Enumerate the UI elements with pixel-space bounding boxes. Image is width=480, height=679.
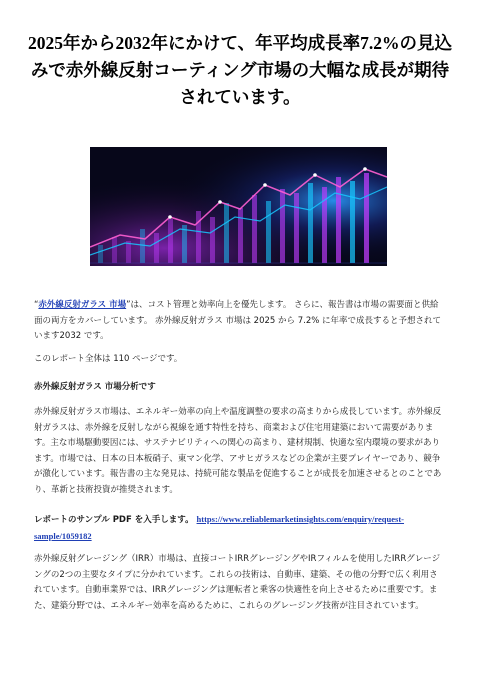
market-keyword-link[interactable]: 赤外線反射ガラス 市場 [38,300,127,310]
hero-bar [280,189,285,263]
hero-bar [154,233,159,263]
sample-label: レポートのサンプル PDF を入手します。 [34,515,194,525]
hero-bar [140,229,145,263]
analysis-heading [34,380,446,396]
hero-bar [196,211,201,263]
sample-request [34,512,446,545]
hero-bar [308,183,313,263]
lead-text: ”は、コスト管理と効率向上を優先します。 さらに、報告書は市場の需要面と供給面の両方をカバーしています。 赤外線反射ガラス 市場は 2025 から 7.2% に年率で成長すると予想されています2032 です。 [34,300,442,341]
hero-bar [336,177,341,263]
market-growth-chart-image [90,147,387,266]
glazing-text: 赤外線反射グレージング（IRR）市場は、直接コートIRRグレージングやIRフィルムを使用したIRRグレージングの2つの主要なタイプに分かれています。これらの技術は、自動車、建築、その他の分野で広く利用されています。自動車業界では、IRRグレージングは運転者と乗客の快適性を向上させるために重要です。また、建築分野では、エネルギー効率を高めるために、これらのグレージング技術が注目されています。 [34,554,441,611]
hero-bar [266,201,271,263]
sample-request-link[interactable]: https://www.reliablemarketinsights.com/enquiry/request-sample/1059182 [34,514,405,541]
analysis-paragraph [34,405,446,498]
analysis-text: 赤外線反射ガラス市場は、エネルギー効率の向上や温度調整の要求の高まりから成長しています。赤外線反射ガラスは、赤外線を反射しながら視線を通す特性を持ち、商業および住宅用建築において需要があります。主な市場駆動要因には、サステナビリティへの関心の高まり、建材規制、快適な室内環境の要求があります。市場では、日本の日本板硝子、東マン化学、アサヒガラスなどの企業が主要プレイヤーであり、競争が激化しています。報告書の主な発見は、持続可能な製品を促進することが成長を加速させるとのことであり、革新と技術投資が推奨されます。 [34,407,442,495]
hero-bar [126,241,131,263]
hero-bar [350,181,355,263]
hero-bar [210,217,215,263]
hero-bar [98,245,103,263]
analysis-heading-text: 赤外線反射ガラス 市場分析です [34,382,156,392]
hero-bar [168,219,173,263]
hero-bar [294,193,299,263]
page-title: 2025年から2032年にかけて、年平均成長率7.2%の見込みで赤外線反射コーティング市場の大幅な成長が期待されています。 [27,33,453,107]
page-count [34,352,446,368]
hero-bar [224,203,229,263]
page-count-text: このレポート全体は 110 ページです。 [34,354,183,364]
hero-bar [112,237,117,263]
lead-paragraph [34,298,446,345]
glazing-paragraph [34,552,446,614]
hero-bar [364,173,369,263]
hero-bar [238,208,243,263]
open-quote: “ [34,300,39,310]
hero-bar [182,225,187,263]
hero-graphic [90,147,387,266]
hero-bar [252,195,257,263]
